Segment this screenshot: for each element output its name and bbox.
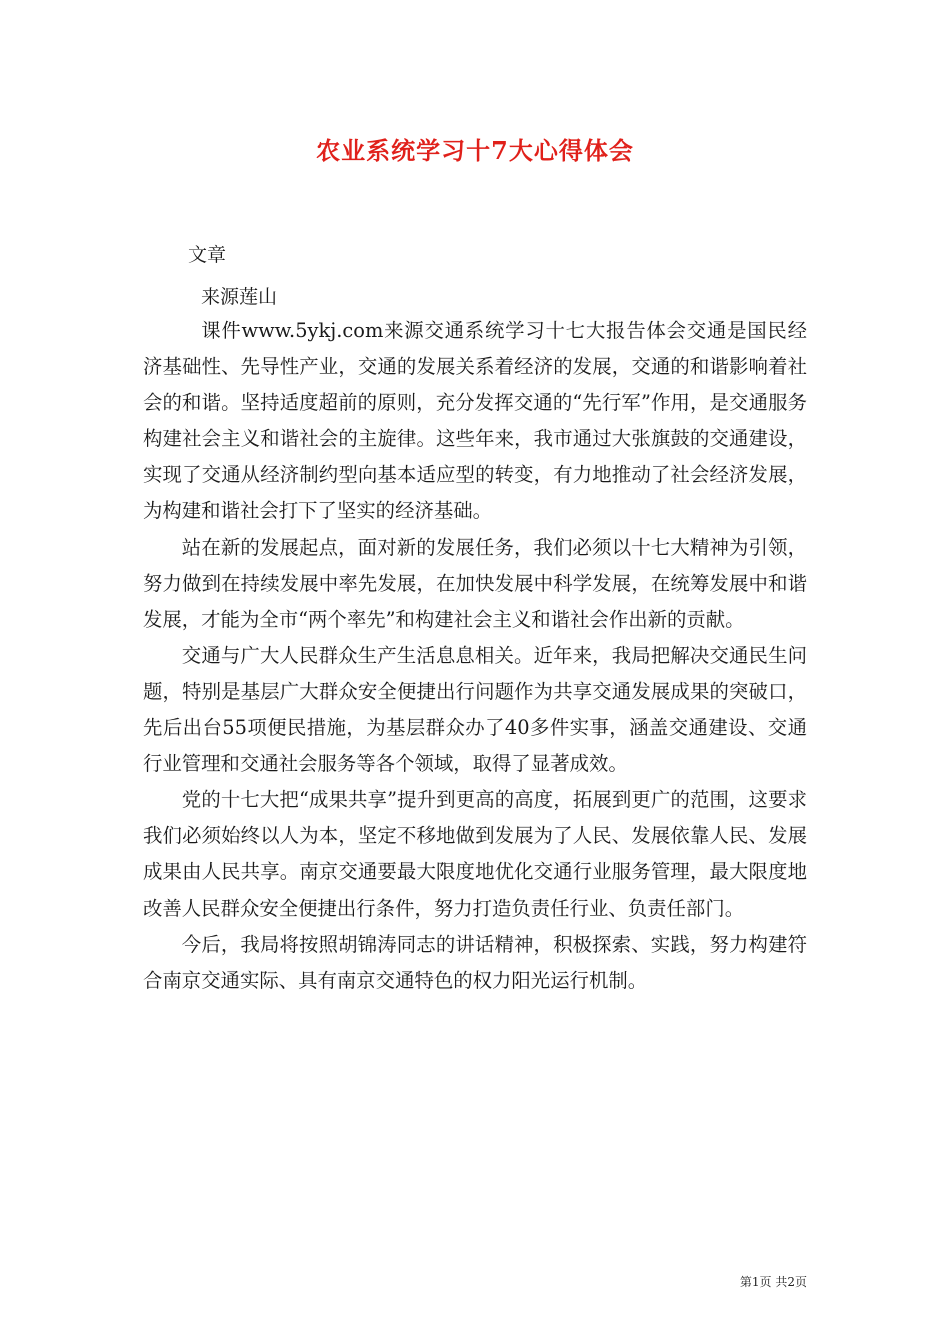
- document-body: [143, 313, 807, 999]
- paragraph: 交通与广大人民群众生产生活息息相关。近年来，我局把解决交通民生问题，特别是基层广大群众安全便捷出行问题作为共享交通发展成果的突破口，先后出台55项便民措施，为基层群众办了40多件实事，涵盖交通建设、交通行业管理和交通社会服务等各个领域，取得了显著成效。: [143, 643, 807, 776]
- paragraph: 站在新的发展起点，面对新的发展任务，我们必须以十七大精神为引领，努力做到在持续发展中率先发展，在加快发展中科学发展，在统筹发展中和谐发展，才能为全市“两个率先”和构建社会主义和谐社会作出新的贡献。: [143, 535, 807, 631]
- source-line: 来源莲山: [201, 286, 278, 308]
- paragraph: 党的十七大把“成果共享”提升到更高的高度，拓展到更广的范围，这要求我们必须始终以人为本，坚定不移地做到发展为了人民、发展依靠人民、发展成果由人民共享。南京交通要最大限度地优化交通行业服务管理，最大限度地改善人民群众安全便捷出行条件，努力打造负责任行业、负责任部门。: [143, 788, 807, 920]
- paragraph: 今后，我局将按照胡锦涛同志的讲话精神，积极探索、实践，努力构建符合南京交通实际、具有南京交通特色的权力阳光运行机制。: [143, 932, 807, 992]
- document-title: 农业系统学习十7大心得体会: [316, 136, 634, 165]
- paragraph: 课件www.5ykj.com来源交通系统学习十七大报告体会交通是国民经济基础性、先导性产业，交通的发展关系着经济的发展，交通的和谐影响着社会的和谐。坚持适度超前的原则，充分发挥交通的“先行军”作用，是交通服务构建社会主义和谐社会的主旋律。这些年来，我市通过大张旗鼓的交通建设，实现了交通从经济制约型向基本适应型的转变，有力地推动了社会经济发展，为构建和谐社会打下了坚实的经济基础。: [143, 319, 807, 523]
- article-label: 文章: [188, 244, 227, 266]
- page-footer: 第1页 共2页: [739, 1275, 807, 1289]
